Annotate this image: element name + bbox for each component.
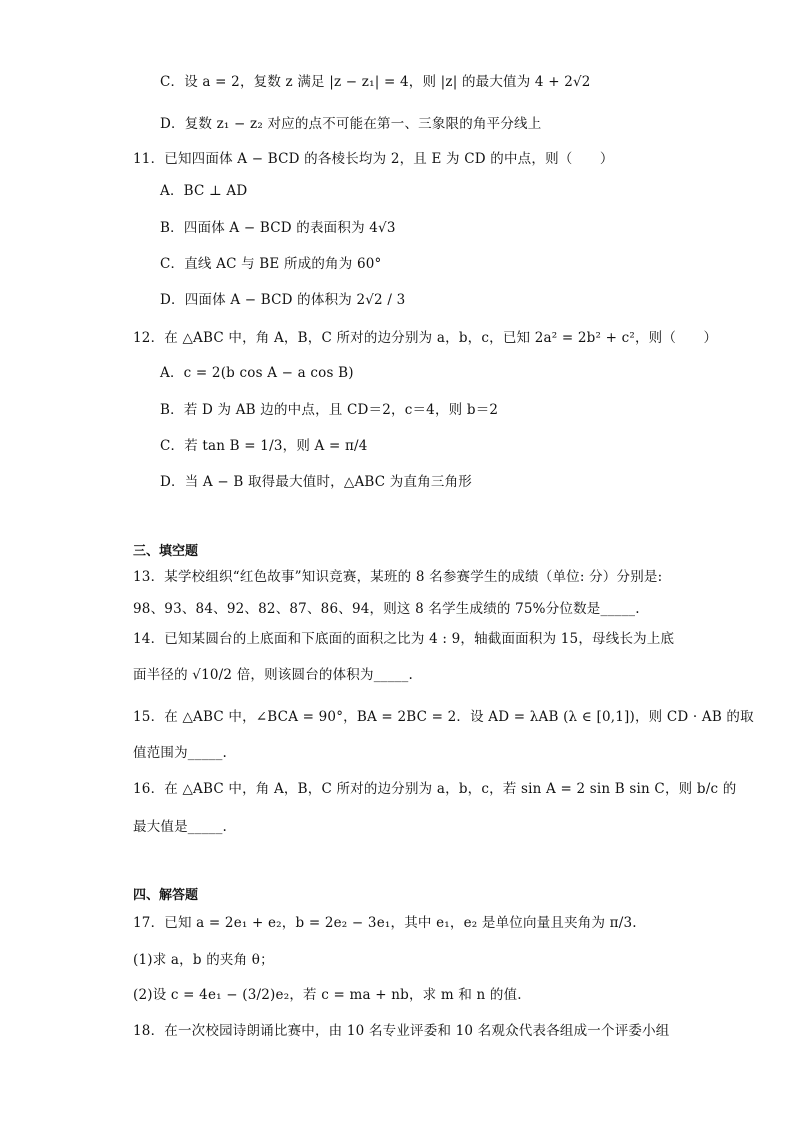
question-13-line2: 98、93、84、92、82、87、86、94，则这 8 名学生成绩的 75%分位数是_____. — [133, 601, 640, 617]
option-a-q12: A．c = 2(b cos A − a cos B) — [160, 365, 354, 381]
option-c-q10: C．设 a = 2，复数 z 满足 |z − z₁| = 4，则 |z| 的最大值为 4 + 2√2 — [160, 74, 591, 90]
question-15-line1: 15．在 △ABC 中，∠BCA = 90°，BA = 2BC = 2．设 AD = λAB (λ ∈ [0,1])，则 CD · AB 的取 — [133, 709, 754, 725]
option-c-q11: C．直线 AC 与 BE 所成的角为 60° — [160, 256, 382, 272]
question-17-part1: (1)求 a，b 的夹角 θ； — [133, 952, 274, 968]
question-16-line1: 16．在 △ABC 中，角 A，B，C 所对的边分别为 a，b，c，若 sin A = 2 sin B sin C，则 b/c 的 — [133, 781, 737, 797]
option-a-q11: A．BC ⊥ AD — [160, 183, 248, 199]
question-11: 11．已知四面体 A − BCD 的各棱长均为 2，且 E 为 CD 的中点，则（ ） — [133, 151, 614, 167]
option-d-q11: D．四面体 A − BCD 的体积为 2√2 / 3 — [160, 292, 406, 308]
question-14-line2: 面半径的 √10/2 倍，则该圆台的体积为_____. — [133, 667, 413, 683]
option-c-q12: C．若 tan B = 1/3，则 A = π/4 — [160, 438, 368, 454]
question-16-line2: 最大值是_____. — [133, 819, 228, 835]
question-14-line1: 14．已知某圆台的上底面和下底面的面积之比为 4 : 9，轴截面面积为 15，母线长为上底 — [133, 631, 675, 647]
option-b-q12: B．若 D 为 AB 边的中点，且 CD＝2，c＝4，则 b＝2 — [160, 402, 499, 418]
question-17: 17．已知 a = 2e₁ + e₂，b = 2e₂ − 3e₁，其中 e₁，e₂ 是单位向量且夹角为 π/3. — [133, 915, 637, 931]
question-18: 18．在一次校园诗朗诵比赛中，由 10 名专业评委和 10 名观众代表各组成一个评委小组 — [133, 1023, 670, 1039]
section-fill-in-blank: 三、填空题 — [133, 544, 199, 559]
section-solutions: 四、解答题 — [133, 888, 199, 903]
question-12: 12．在 △ABC 中，角 A，B，C 所对的边分别为 a，b，c，已知 2a² = 2b² + c²，则（ ） — [133, 330, 718, 346]
question-13-line1: 13．某学校组织“红色故事”知识竞赛，某班的 8 名参赛学生的成绩（单位: 分）分别是: — [133, 569, 663, 585]
option-d-q12: D．当 A − B 取得最大值时，△ABC 为直角三角形 — [160, 474, 472, 490]
question-17-part2: (2)设 c = 4e₁ − (3/2)e₂，若 c = ma + nb，求 m 和 n 的值. — [133, 987, 522, 1003]
question-15-line2: 值范围为_____. — [133, 745, 228, 761]
option-d-q10: D．复数 z₁ − z₂ 对应的点不可能在第一、三象限的角平分线上 — [160, 116, 542, 132]
option-b-q11: B．四面体 A − BCD 的表面积为 4√3 — [160, 220, 396, 236]
